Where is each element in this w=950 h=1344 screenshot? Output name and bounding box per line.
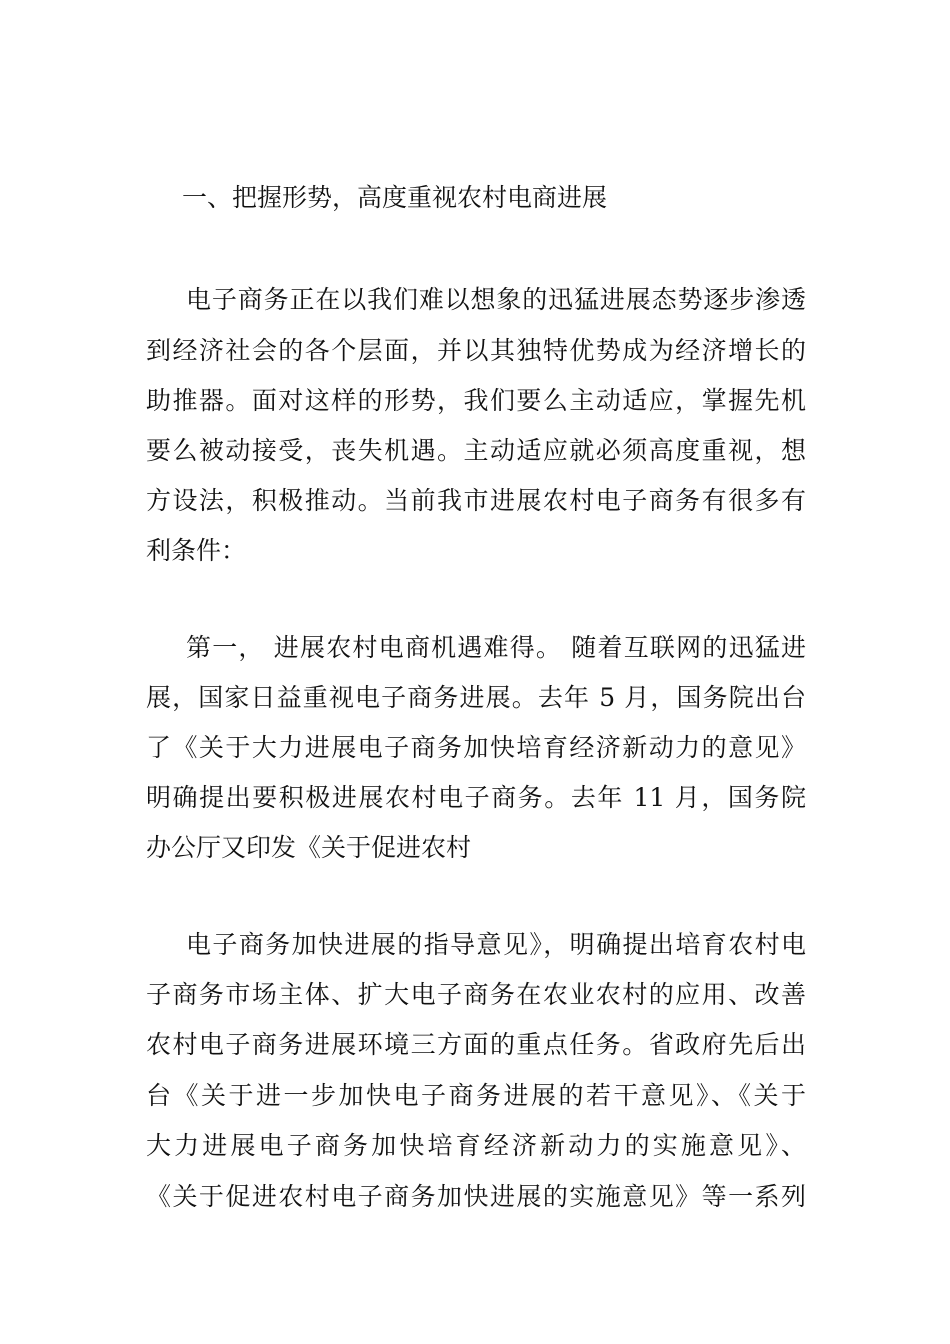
paragraph-line: 农村电子商务进展环境三方面的重点任务。省政府先后出 (146, 1030, 806, 1059)
paragraph-line: 展，国家日益重视电子商务进展。去年 5 月，国务院出台 (146, 683, 806, 712)
paragraph-line: 办公厅又印发《关于促进农村 (146, 833, 472, 862)
section-heading: 一、把握形势，高度重视农村电商进展 (182, 183, 608, 212)
paragraph-line: 利条件： (146, 536, 247, 565)
paragraph-line: 台《关于进一步加快电子商务进展的若干意见》、《关于 (146, 1081, 806, 1110)
paragraph-line: 要么被动接受，丧失机遇。主动适应就必须高度重视，想 (146, 436, 806, 465)
paragraph-line: 方设法，积极推动。当前我市进展农村电子商务有很多有 (146, 486, 806, 515)
paragraph-line: 子商务市场主体、扩大电子商务在农业农村的应用、改善 (146, 980, 806, 1009)
paragraph-line: 电子商务加快进展的指导意见》，明确提出培育农村电 (186, 930, 806, 959)
paragraph-line: 明确提出要积极进展农村电子商务。去年 11 月，国务院 (146, 783, 806, 812)
paragraph-line: 了《关于大力进展电子商务加快培育经济新动力的意见》 (146, 733, 806, 762)
paragraph-line: 到经济社会的各个层面，并以其独特优势成为经济增长的 (146, 336, 806, 365)
paragraph-line: 助推器。面对这样的形势，我们要么主动适应，掌握先机 (146, 386, 806, 415)
paragraph-line: 《关于促进农村电子商务加快进展的实施意见》等一系列 (146, 1182, 806, 1211)
paragraph-line: 电子商务正在以我们难以想象的迅猛进展态势逐步渗透 (186, 285, 806, 314)
paragraph-line: 大力进展电子商务加快培育经济新动力的实施意见》、 (146, 1131, 806, 1160)
paragraph-line: 第一， 进展农村电商机遇难得。 随着互联网的迅猛进 (186, 633, 806, 662)
